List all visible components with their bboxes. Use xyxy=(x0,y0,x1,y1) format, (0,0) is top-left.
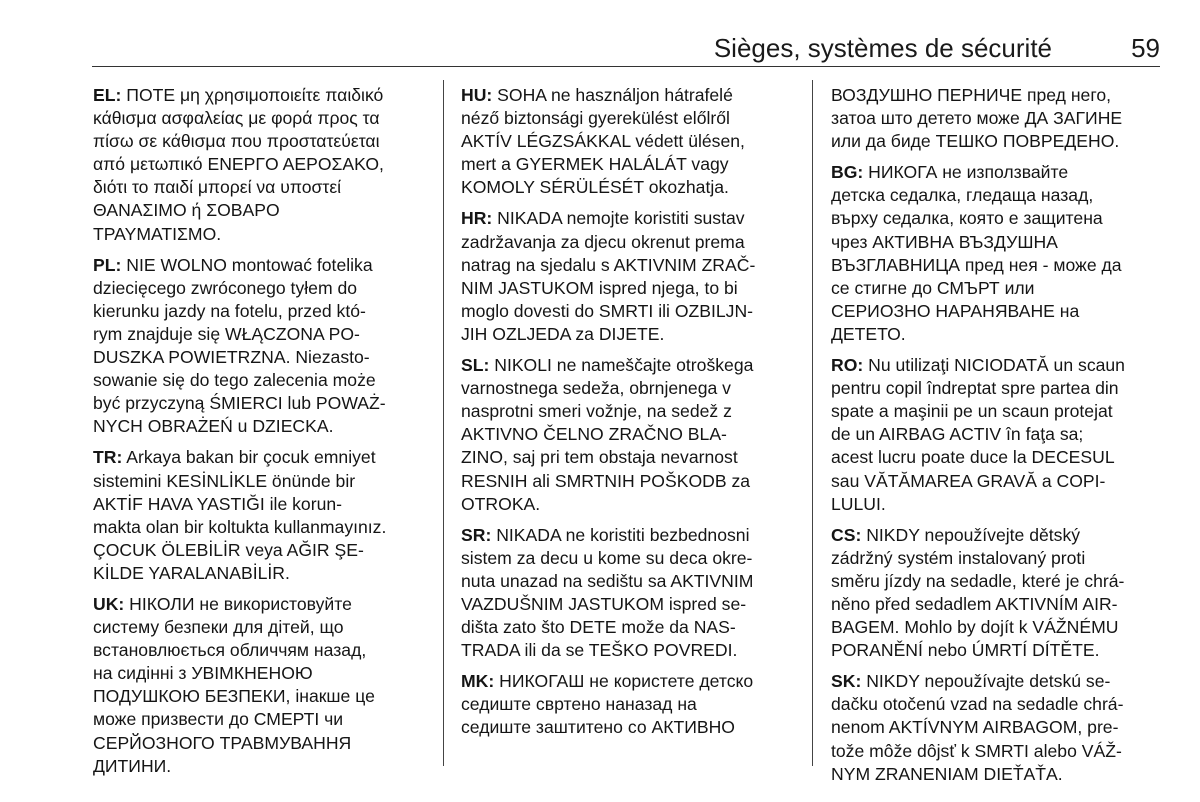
text-line xyxy=(461,300,799,323)
line-text: tože môže dôjsť k SMRTI alebo VÁŽ‐ xyxy=(831,740,1122,761)
text-line xyxy=(93,176,431,199)
line-text: детска седалка, гледаща назад, xyxy=(831,185,1094,206)
text-line xyxy=(93,369,431,392)
line-text: pentru copil îndreptat spre partea din xyxy=(831,378,1119,399)
line-text: sowanie się do tego zalecenia może xyxy=(93,370,376,391)
text-line xyxy=(831,493,1166,516)
text-line xyxy=(831,161,1166,184)
line-text: něno před sedadlem AKTIVNÍM AIR‐ xyxy=(831,593,1118,614)
text-line xyxy=(93,392,431,415)
line-text: Nu utilizaţi NICIODATĂ un scaun xyxy=(863,355,1125,376)
text-line xyxy=(93,323,431,346)
text-line xyxy=(831,670,1166,693)
text-line xyxy=(93,732,431,755)
line-text: kierunku jazdy na fotelu, przed któ‐ xyxy=(93,300,366,321)
line-text: zadržavanja za djecu okrenut prema xyxy=(461,231,745,252)
text-line xyxy=(831,524,1166,547)
text-line xyxy=(461,493,799,516)
line-text: dziecięcego zwróconego tyłem do xyxy=(93,277,358,298)
text-line xyxy=(461,639,799,662)
line-text: NIKDY nepoužívejte dětský xyxy=(861,524,1081,545)
language-code: RO: xyxy=(831,355,864,376)
line-text: AKTÍV LÉGZSÁKKAL védett ülésen, xyxy=(461,131,745,152)
language-code: EL: xyxy=(93,85,122,105)
line-text: встановлюється обличчям назад, xyxy=(93,640,367,661)
text-line xyxy=(461,84,799,107)
text-line xyxy=(831,377,1166,400)
line-text: върху седалка, която е защитена xyxy=(831,208,1103,229)
line-text: ZINO, saj pri tem obstaja nevarnost xyxy=(461,447,738,468)
text-line xyxy=(831,763,1166,786)
line-text: OTROKA. xyxy=(461,493,541,514)
language-code: BG: xyxy=(831,162,864,183)
text-line xyxy=(831,207,1166,230)
text-line xyxy=(831,300,1166,323)
line-text: TRADA ili da se TEŠKO POVREDI. xyxy=(461,640,738,661)
text-line xyxy=(93,639,431,662)
text-line xyxy=(93,539,431,562)
line-text: rym znajduje się WŁĄCZONA PO‐ xyxy=(93,323,360,344)
line-text: natrag na sjedalu s AKTIVNIM ZRAČ‐ xyxy=(461,254,756,275)
line-text: BAGEM. Mohlo by dojít k VÁŽNÉMU xyxy=(831,617,1119,638)
language-code: CS: xyxy=(831,524,862,545)
text-line xyxy=(831,107,1166,130)
line-text: NIKOLI ne nameščajte otroškega xyxy=(489,355,754,376)
line-text: AKTİF HAVA YASTIĞI ile korun‐ xyxy=(93,493,342,514)
line-text: de un AIRBAG ACTIV în faţa sa; xyxy=(831,424,1084,445)
text-line xyxy=(831,693,1166,716)
language-code: SL: xyxy=(461,355,490,376)
line-text: или да биде ТЕШКО ПОВРЕДЕНО. xyxy=(831,131,1120,152)
warning-paragraph xyxy=(831,161,1166,346)
text-line xyxy=(831,547,1166,570)
line-text: LULUI. xyxy=(831,493,886,514)
line-text: varnostnega sedeža, obrnjenega v xyxy=(461,378,731,399)
warning-paragraph xyxy=(93,593,431,778)
text-line xyxy=(93,685,431,708)
text-line xyxy=(831,323,1166,346)
line-text: НИКОГАШ не користете детско xyxy=(494,671,754,692)
line-text: ΤΡΑΥΜΑΤΙΣΜΟ. xyxy=(93,223,222,244)
line-text: ВЪЗГЛАВНИЦА пред нея - може да xyxy=(831,254,1122,275)
warning-paragraph xyxy=(831,84,1166,153)
warning-paragraph xyxy=(831,670,1166,785)
line-text: НИКОГА не използвайте xyxy=(863,162,1069,183)
line-text: moglo dovesti do SMRTI ili OZBILJN‐ xyxy=(461,300,754,321)
text-line xyxy=(93,277,431,300)
text-line xyxy=(461,130,799,153)
line-text: mert a GYERMEK HALÁLÁT vagy xyxy=(461,154,729,175)
line-text: ПОДУШКОЮ БЕЗПЕКИ, інакше це xyxy=(93,686,375,707)
text-line xyxy=(93,346,431,369)
text-line xyxy=(461,207,799,230)
line-text: седиште свртено наназад на xyxy=(461,694,697,715)
section-title: Sièges, systèmes de sécurité xyxy=(713,33,1052,63)
text-line xyxy=(461,547,799,570)
line-text: седиште заштитено со АКТИВНО xyxy=(461,717,735,738)
text-line xyxy=(461,153,799,176)
line-text: NIKADA ne koristiti bezbednosni xyxy=(491,524,750,545)
line-text: κάθισμα ασφαλείας με φορά προς τα xyxy=(93,108,380,129)
warning-paragraph xyxy=(461,207,799,346)
text-column-3 xyxy=(831,84,1166,794)
text-line xyxy=(461,277,799,300)
text-line xyxy=(461,354,799,377)
line-text: acest lucru poate duce la DECESUL xyxy=(831,447,1115,468)
text-line xyxy=(93,223,431,246)
line-text: NIM JASTUKOM ispred njega, to bi xyxy=(461,277,738,298)
line-text: се стигне до СМЪРТ или xyxy=(831,277,1035,298)
text-line xyxy=(831,400,1166,423)
text-line xyxy=(461,231,799,254)
column-divider xyxy=(443,80,444,766)
line-text: затоа што детето може ДА ЗАГИНЕ xyxy=(831,108,1123,129)
page-number: 59 xyxy=(1131,33,1160,63)
text-line xyxy=(461,254,799,277)
text-line xyxy=(93,84,431,107)
text-line xyxy=(93,300,431,323)
line-text: sau VĂTĂMAREA GRAVĂ a COPI‐ xyxy=(831,470,1106,491)
line-text: Arkaya bakan bir çocuk emniyet xyxy=(122,447,376,468)
language-code: PL: xyxy=(93,254,122,275)
text-line xyxy=(831,277,1166,300)
line-text: πίσω σε κάθισμα που προστατεύεται xyxy=(93,131,380,152)
line-text: RESNIH ali SMRTNIH POŠKODB za xyxy=(461,470,751,491)
text-line xyxy=(93,254,431,277)
line-text: систему безпеки для дітей, що xyxy=(93,617,344,638)
warning-paragraph xyxy=(93,84,431,246)
language-code: MK: xyxy=(461,671,495,692)
text-line xyxy=(831,716,1166,739)
header-rule xyxy=(92,66,1160,67)
line-text: nuta unazad na sedištu sa AKTIVNIM xyxy=(461,570,754,591)
text-line xyxy=(831,254,1166,277)
text-line xyxy=(831,616,1166,639)
text-line xyxy=(93,153,431,176)
page-header xyxy=(92,30,1160,66)
line-text: може призвести до СМЕРТІ чи xyxy=(93,709,344,730)
warning-paragraph xyxy=(461,670,799,739)
line-text: nenom AKTÍVNYM AIRBAGOM, pre‐ xyxy=(831,717,1119,738)
text-line xyxy=(461,176,799,199)
text-line xyxy=(831,231,1166,254)
text-line xyxy=(831,184,1166,207)
text-line xyxy=(831,354,1166,377)
language-code: TR: xyxy=(93,447,123,468)
text-line xyxy=(93,708,431,731)
text-line xyxy=(461,593,799,616)
line-text: ΘΑΝΑΣΙΜΟ ή ΣΟΒΑΡΟ xyxy=(93,200,280,221)
line-text: PORANĚNÍ nebo ÚMRTÍ DÍTĚTE. xyxy=(831,640,1100,661)
text-line xyxy=(831,593,1166,616)
language-code: UK: xyxy=(93,593,125,614)
line-text: чрез АКТИВНА ВЪЗДУШНА xyxy=(831,231,1058,252)
line-text: AKTIVNO ČELNO ZRAČNO BLA‐ xyxy=(461,424,727,445)
line-text: διότι το παιδί μπορεί να υποστεί xyxy=(93,177,342,198)
line-text: nasprotni smeri vožnje, na sedež z xyxy=(461,401,732,422)
text-line xyxy=(93,470,431,493)
text-line xyxy=(461,670,799,693)
line-text: NIKDY nepoužívajte detskú se‐ xyxy=(861,671,1111,692)
text-line xyxy=(93,415,431,438)
text-line xyxy=(93,662,431,685)
text-line xyxy=(461,400,799,423)
warning-paragraph xyxy=(93,446,431,585)
warning-paragraph xyxy=(461,84,799,199)
line-text: NYCH OBRAŻEŃ u DZIECKA. xyxy=(93,416,334,437)
line-text: ÇOCUK ÖLEBİLİR veya AĞIR ŞE‐ xyxy=(93,539,364,560)
line-text: spate a maşinii pe un scaun protejat xyxy=(831,401,1113,422)
language-code: HR: xyxy=(461,208,493,229)
line-text: NYM ZRANENIAM DIEŤAŤA. xyxy=(831,763,1063,784)
text-line xyxy=(93,130,431,153)
line-text: ДЕТЕТО. xyxy=(831,323,906,344)
line-text: СЕРИОЗНО НАРАНЯВАНЕ на xyxy=(831,300,1080,321)
text-line xyxy=(461,446,799,469)
line-text: néző biztonsági gyerekülést előlről xyxy=(461,108,730,129)
text-column-1 xyxy=(93,84,431,786)
line-text: ΠΟΤΕ μη χρησιμοποιείτε παιδικό xyxy=(121,85,384,105)
line-text: sistem za decu u kome su deca okre‐ xyxy=(461,547,753,568)
text-line xyxy=(93,562,431,585)
text-line xyxy=(831,470,1166,493)
text-line xyxy=(461,716,799,739)
line-text: VAZDUŠNIM JASTUKOM ispred se‐ xyxy=(461,593,747,614)
warning-paragraph xyxy=(831,354,1166,516)
line-text: СЕРЙОЗНОГО ТРАВМУВАННЯ xyxy=(93,732,352,753)
text-line xyxy=(831,446,1166,469)
line-text: DUSZKA POWIETRZNA. Niezasto‐ xyxy=(93,347,370,368)
column-divider xyxy=(812,80,813,766)
warning-paragraph xyxy=(93,254,431,439)
text-line xyxy=(93,107,431,130)
language-code: HU: xyxy=(461,85,493,105)
text-line xyxy=(461,570,799,593)
line-text: НІКОЛИ не використовуйте xyxy=(124,593,352,614)
text-line xyxy=(461,524,799,547)
text-line xyxy=(93,493,431,516)
text-line xyxy=(461,323,799,346)
line-text: ВОЗДУШНО ПЕРНИЧЕ пред него, xyxy=(831,85,1112,105)
text-line xyxy=(93,516,431,539)
text-line xyxy=(831,84,1166,107)
line-text: NIE WOLNO montować fotelika xyxy=(121,254,373,275)
line-text: směru jízdy na sedadle, které je chrá‐ xyxy=(831,570,1125,591)
line-text: dišta zato što DETE može da NAS‐ xyxy=(461,617,736,638)
warning-paragraph xyxy=(461,524,799,663)
line-text: NIKADA nemojte koristiti sustav xyxy=(492,208,745,229)
text-line xyxy=(461,377,799,400)
text-line xyxy=(831,423,1166,446)
line-text: makta olan bir koltukta kullanmayınız. xyxy=(93,516,387,537)
text-line xyxy=(461,423,799,446)
text-line xyxy=(461,107,799,130)
language-code: SK: xyxy=(831,671,862,692)
text-line xyxy=(831,639,1166,662)
line-text: на сидінні з УВІМКНЕНОЮ xyxy=(93,663,313,684)
line-text: SOHA ne használjon hátrafelé xyxy=(492,85,733,105)
text-column-2 xyxy=(461,84,799,748)
line-text: KİLDE YARALANABİLİR. xyxy=(93,562,290,583)
warning-paragraph xyxy=(461,354,799,516)
line-text: ДИТИНИ. xyxy=(93,755,172,776)
text-line xyxy=(93,616,431,639)
line-text: από μετωπικό ΕΝΕΡΓΟ ΑΕΡΟΣΑΚΟ, xyxy=(93,154,384,175)
line-text: zádržný systém instalovaný proti xyxy=(831,547,1086,568)
line-text: KOMOLY SÉRÜLÉSÉT okozhatja. xyxy=(461,177,729,198)
line-text: sistemini KESİNLİKLE önünde bir xyxy=(93,470,356,491)
text-line xyxy=(461,470,799,493)
language-code: SR: xyxy=(461,524,492,545)
text-line xyxy=(831,740,1166,763)
line-text: dačku otočenú vzad na sedadle chrá‐ xyxy=(831,694,1124,715)
text-line xyxy=(93,446,431,469)
text-line xyxy=(461,616,799,639)
text-line xyxy=(93,199,431,222)
line-text: być przyczyną ŚMIERCI lub POWAŻ‐ xyxy=(93,393,386,414)
text-line xyxy=(461,693,799,716)
warning-paragraph xyxy=(831,524,1166,663)
text-line xyxy=(831,570,1166,593)
text-line xyxy=(93,755,431,778)
line-text: JIH OZLJEDA za DIJETE. xyxy=(461,323,665,344)
text-line xyxy=(93,593,431,616)
text-line xyxy=(831,130,1166,153)
